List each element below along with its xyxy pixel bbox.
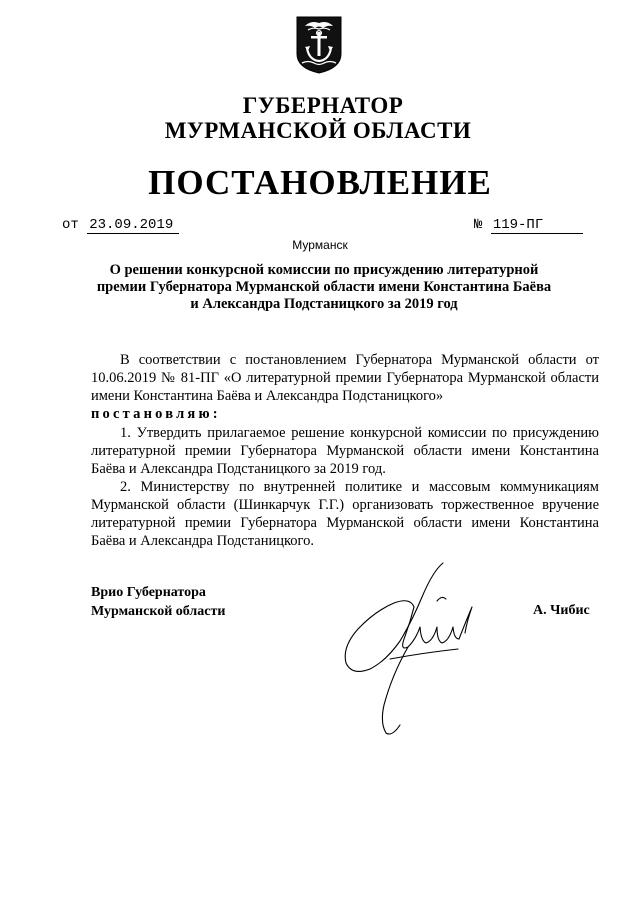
document-number bbox=[474, 217, 583, 234]
date-prefix: от bbox=[62, 217, 79, 233]
item-2-paragraph: 2. Министерству по внутренней политике и массовым коммуникациям Мурманской области (Шинкарчук Г.Г.) организовать торжественное вручение литературной премии Губернатора Мурманской области имени Константина Баёва и Александра Подстаницкого. bbox=[91, 479, 599, 549]
date-value: 23.09.2019 bbox=[87, 218, 179, 234]
city-name: Мурманск bbox=[292, 238, 348, 252]
handwritten-signature-icon bbox=[330, 555, 500, 745]
signatory-name: А. Чибис bbox=[533, 603, 590, 618]
signatory-position bbox=[91, 583, 225, 621]
document-date bbox=[62, 217, 179, 234]
position-line1: Врио Губернатора bbox=[91, 585, 206, 600]
position-line2: Мурманской области bbox=[91, 604, 226, 619]
authority-title-line1: ГУБЕРНАТОР bbox=[242, 93, 404, 118]
document-subject: О решении конкурсной комиссии по присуждению литературной премии Губернатора Мурманской области имени Константина Баёва и Александра Подстаницкого за 2019 год bbox=[96, 262, 552, 312]
authority-title-line2: МУРМАНСКОЙ ОБЛАСТИ bbox=[164, 118, 472, 143]
item-1-paragraph: 1. Утвердить прилагаемое решение конкурсной комиссии по присуждению литературной премии Губернатора Мурманской области имени Константина Баёва и Александра Подстаницкого за 2019 год. bbox=[91, 425, 599, 477]
number-value: 119-ПГ bbox=[491, 218, 583, 234]
coat-of-arms-icon bbox=[296, 16, 342, 74]
resolve-word: постановляю: bbox=[91, 406, 221, 422]
document-type-heading: ПОСТАНОВЛЕНИЕ bbox=[148, 163, 492, 202]
number-prefix: № bbox=[474, 217, 483, 233]
preamble-paragraph: В соответствии с постановлением Губернатора Мурманской области от 10.06.2019 № 81-ПГ «О литературной премии Губернатора Мурманской области имени Константина Баёва и Александра Подстаницкого» bbox=[91, 352, 599, 404]
